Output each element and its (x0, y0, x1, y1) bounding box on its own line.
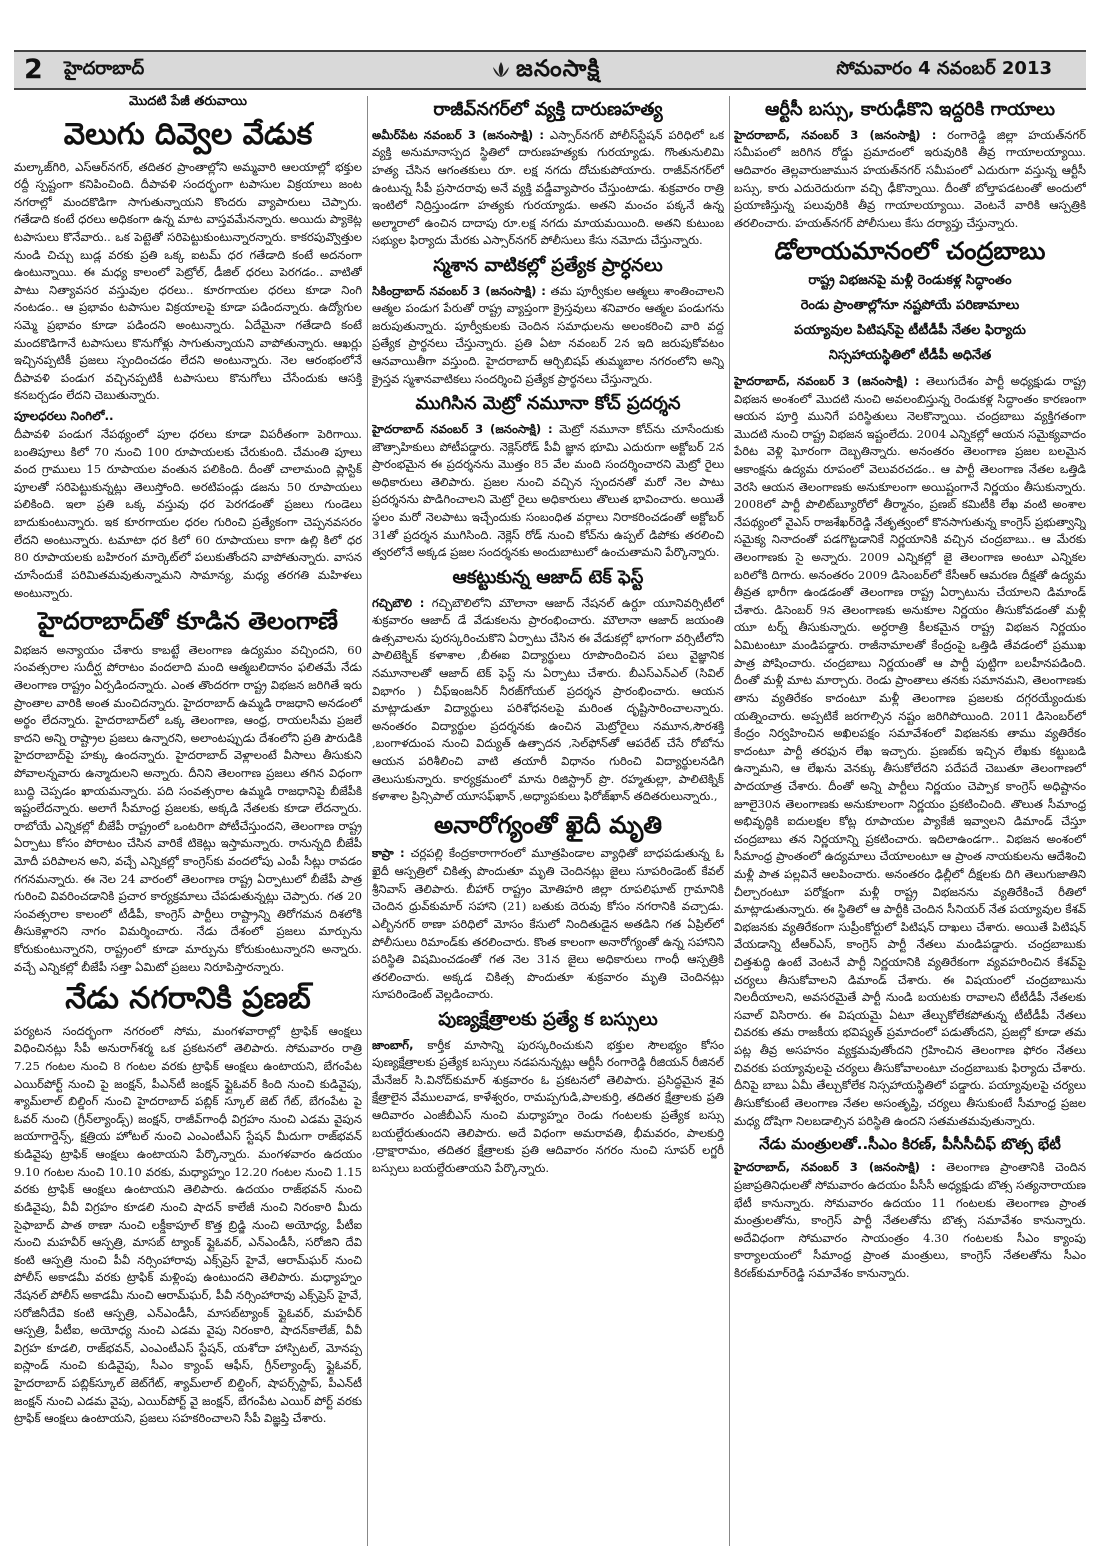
article-body (372, 421, 724, 562)
article-headline: నేడు నగరానికి ప్రణబ్‌ (65, 981, 311, 1017)
column-2 (372, 94, 724, 1554)
article-headline: హైదరాబాద్‌తో కూడిన తెలంగాణే (38, 607, 338, 636)
article-body (372, 283, 724, 389)
article-subheadline: నిస్సహాయస్థితిలో టీడీపీ అధినేత (828, 347, 992, 363)
column-divider (729, 96, 730, 1546)
article-text: తెలంగాణ ప్రాంతానికి చెందిన ప్రజాప్రతినిధులతో సోమవారం ఉదయం పీసీసీ అధ్యక్షుడు బొత్స సత్యనారాయణ భేటీ కానున్నారు. సోమవారం ఉదయం 11 గంటలకు తెలంగాణ ప్రాంత మంత్రులతోను, కాంగ్రెస్‌ పార్టీ నేతలతోను బొత్స సమావేశం కానున్నారు. అదేవిధంగా సోమవారం సాయంత్రం 4.30 గంటలకు సీఎం క్యాంపు కార్యాలయంలో సీమాంధ్ర ప్రాంత మంత్రులు, కాంగ్రెస్‌ నేతలతోను సీఎం కిరణ్‌కుమార్‌రెడ్డి సమావేశం కానున్నారు. (734, 1160, 1086, 1281)
article-text: తెలుగుదేశం పార్టీ అధ్యక్షుడు రాష్ట్ర విభజన అంశంలో మొదటి నుంచి అవలంబిస్తున్న రెండుకళ్ల సిద్ధాంతం కారణంగా ఆయన పూర్తి మునిగే పరిస్థితులు నెలకొన్నాయి. చంద్రబాబు వ్యక్తిగతంగా మొదటి నుంచి రాష్ట్ర విభజన ఇష్టంలేదు. 2004 ఎన్నికల్లో ఆయన సమైక్యవాదం పేరిట వెళ్లి ఘోరంగా దెబ్బతిన్నారు. అనంతరం తెలంగాణ ప్రజల బలమైన ఆకాంక్షను ఉద్యమ రూపంలో వెలువరచడం.. ఆ పార్టీ తెలంగాణ నేతల ఒత్తిడి వెరసి ఆయన తెలంగాణకు అనుకూలంగా అయిష్టంగానే నిర్ణయం తీసుకున్నారు. 2008లో పార్టీ పొలిట్‌బ్యూరోలో తీర్మానం, ప్రణబ్‌ కమిటీకి లేఖ వంటి అంశాల నేపథ్యంలో వైఎస్‌ రాజశేఖర్‌రెడ్డి నేతృత్వంలో కొనసాగుతున్న కాంగ్రెస్‌ ప్రభుత్వాన్ని సమైక్య నినాదంతో పడగొట్టడానికే నిర్ణయానికి వచ్చిన చంద్రబాబు.. ఆ మేరకు తెలంగాణకు సై అన్నారు. 2009 ఎన్నికల్లో జై తెలంగాణ అంటూ ఎన్నికల బరిలోకి దిగారు. అనంతరం 2009 డిసెంబర్‌లో కేసీఆర్‌ ఆమరణ దీక్షతో ఉద్యమ తీవ్రత భారీగా ఉండడంతో తెలంగాణ రాష్ట్ర ఏర్పాటును చేయాలని డిమాండ్‌ చేశారు. డిసెంబర్‌ 9న తెలంగాణకు అనుకూల నిర్ణయం తీసుకోవడంతో మళ్లీ యూ టర్న్‌ తీసుకున్నారు. అర్ధరాత్రి కీలకమైన రాష్ట్ర విభజన నిర్ణయం ఏమిటంటూ మండిపడ్డారు. రాజీనామాలతో కేంద్రంపై ఒత్తిడి తేవడంలో ప్రముఖ పాత్ర పోషించారు. చంద్రబాబు నిర్ణయంతో ఆ పార్టీ పుట్టిగా బలహీనపడింది. దీంతో మళ్లీ మాట మార్చారు. రెండు ప్రాంతాలు తనకు సమానమని, తెలంగాణకు తాను వ్యతిరేకం కాదంటూ మళ్లీ తెలంగాణ ప్రజలకు దగ్గరయ్యేందుకు యత్నించారు. అప్పటికే జరగాల్సిన నష్టం జరిగిపోయింది. 2011 డిసెంబర్‌లో కేంద్రం నిర్వహించిన అఖిలపక్షం సమావేశంలో విభజనకు తాము వ్యతిరేకం కాదంటూ పార్టీ తరఫున లేఖ ఇచ్చారు. ప్రణబ్‌కు ఇచ్చిన లేఖకు కట్టుబడి ఉన్నామని, ఆ లేఖను వెనక్కు తీసుకోలేదని పదేపదే చెబుతూ తెలంగాణలో పాదయాత్ర చేశారు. దీంతో అన్ని పార్టీలు నిర్ణయం చెప్పాక కాంగ్రెస్‌ అధిష్టానం జూలై30న తెలంగాణకు అనుకూలంగా నిర్ణయం ప్రకటించింది. తొలుత సీమాంధ్ర అభివృద్ధికి ఐదులక్షల కోట్ల రూపాయల ప్యాకేజీ ఇవ్వాలని డిమాండ్‌ చేస్తూ చంద్రబాబు తన నిర్ణయాన్ని ప్రకటించారు. ఇదిలాఉండగా.. విభజన అంశంలో సీమాంధ్ర ప్రాంతంలో ఉద్యమాలు చేయాలంటూ ఆ ప్రాంత నాయకులను ఆదేశించి మళ్లీ పాత పల్లవినే ఆలపించారు. అనంతరం ఢిల్లీలో దీక్షలకు దిగి తెలుగుజాతిని చీల్చారంటూ పరోక్షంగా మళ్లీ రాష్ట్ర విభజనను వ్యతిరేకించే రీతిలో మాట్లాడుతున్నారు. ఈ స్థితిలో ఆ పార్టీకి చెందిన సీనియర్‌ నేత పయ్యావుల కేశవ్‌ విభజనకు వ్యతిరేకంగా సుప్రీంకోర్టులో పిటిషన్‌ దాఖలు చేశారు. అయితే పిటిషన్‌ వేయడాన్ని టీఆర్‌ఎస్‌, కాంగ్రెస్‌ పార్టీ నేతలు మండిపడ్డారు. చంద్రబాబుకు చిత్తశుద్ధి ఉంటే వెంటనే పార్టీ నిర్ణయానికి వ్యతిరేకంగా వ్యవహరించిన కేశవ్‌పై చర్యలు తీసుకోవాలని డిమాండ్‌ చేశారు. ఈ విషయంలో చంద్రబాబును నిలదీయాలని, అవసరమైతే పార్టీ నుండి బయటకు రావాలని టీటీడీపీ నేతలకు సవాల్‌ విసిరారు. ఈ విషయమై ఏటూ తేల్చుకోలేకపోతున్న టీటీడీపీ నేతలు చివరకు తమ రాజకీయ భవిష్యత్‌ ప్రమాదంలో పడుతోందని, ప్రజల్లో కూడా తమ పట్ల తీవ్ర అసహనం వ్యక్తమవుతోందని గ్రహించిన తెలంగాణ ఫోరం నేతలు చివరకు పయ్యావులపై చర్యలు తీసుకోవాలంటూ చంద్రబాబుకు ఫిర్యాదు చేశారు. దీనిపై బాబు ఏమీ తేల్చుకోలేక నిస్సహాయస్థితిలో పడ్డారు. పయ్యావులపై చర్యలు తీసుకోకుంటే తెలంగాణ నేతల అసంతృప్తి, చర్యలు తీసుకుంటే సీమాంధ్ర ప్రజల మధ్య దోషిగా నిలబడాల్సిన పరిస్థితి ఉందని సతమతమవుతున్నారు. (734, 373, 1086, 1128)
article-body: మల్కాజ్‌గిరి, ఎస్‌ఆర్‌నగర్‌, తదితర ప్రాంతాల్లోని అమ్మవారి ఆలయాల్లో భక్తుల రద్దీ స్పష్టంగా కనిపించింది. దీపావళి సందర్భంగా టపాసుల విక్రయాలు జంట నగరాల్లో మందకొడిగా సాగుతున్నాయని కొందరు వ్యాపారులు చెప్పారు. గతేడాది కంటే ధరలు అధికంగా ఉన్న మాట వాస్తవమేనన్నారు. అయిదు ప్యాకెట్ల టపాసులు కొనేవారు.. ఒక పెట్టెతో సరిపెట్టుకుంటున్నారన్నారు. కాకరపువ్వొత్తుల నుండి చిచ్చు బుడ్ల వరకు ప్రతి ఒక్క ఐటమ్‌ ధర గతేడాది కంటే అదనంగా ఉంటున్నాయి. ఈ మధ్య కాలంలో పెట్రోల్‌, డీజిల్‌ ధరలు పెరగడం.. వాటితో పాటు నిత్యావసర వస్తువుల ధరలు.. కూరగాయల ధరలు కూడా నింగి నంటడం.. ఆ ప్రభావం టపాసుల విక్రయాలపై కూడా పడిందన్నారు. ఉద్యోగుల సమ్మె ప్రభావం కూడా పడిందని అంటున్నారు. ఏదేమైనా గతేడాది కంటే మందకొడిగానే టపాసులు కొనుగోళ్లు సాగుతున్నాయని వాపోతున్నారు. ఆఖర్లు ఇచ్చినప్పటికీ ప్రజలు స్పందించడం లేదని అంటున్నారు. నెల ఆరంభంలోనే దీపావళి పండుగ వచ్చినప్పటికీ టపాసులు కొనుగోలు చేసేందుకు ఆసక్తి కనబర్చడం లేదని చెబుతున్నారు. (14, 159, 362, 403)
article-text: తమ పూర్వీకుల ఆత్మలు శాంతించాలని ఆత్మల పండుగ పేరుతో రాష్ట్ర వ్యాప్తంగా క్రైస్తవులు శనివారం ఆత్మల పండుగను జరుపుతున్నారు. పూర్వీకులకు చెందిన సమాధులను అలంకరించి వారి వద్ద ప్రత్యేక ప్రార్థనలు చేస్తున్నారు. ప్రతి ఏటా నవంబర్‌ 2న ఇది జరుపుకోవటం ఆనవాయితీగా వస్తుంది. హైదరాబాద్‌ ఆర్చిబిషప్‌ తుమ్మబాల నగరంలోని అన్ని క్రైస్తవ స్మశానవాటికలు సందర్శించి ప్రత్యేక ప్రార్థనలు చేస్తున్నారు. (372, 283, 724, 386)
article-headline: అనారోగ్యంతో ఖైదీ మృతి (434, 810, 662, 839)
article-text: ఎస్సార్‌నగర్‌ పోలీస్‌స్టేషన్‌ పరిధిలో ఒక వ్యక్తి అనుమానాస్పద స్థితిలో దారుణహత్యకు గురయ్యాడు. గొంతునులిమి హత్య చేసిన ఆగంతకులు రూ. లక్ష నగదు దోచుకుపోయారు. రాజీవ్‌నగర్‌లో ఉంటున్న సీపీ ప్రసాదరావు అనే వ్యక్తి వడ్డీవ్యాపారం చేస్తుంటాడు. శుక్రవారం రాత్రి ఇంటిలో నిద్రిస్తుండగా హత్యకు గురయ్యాడు. అతని మంచం పక్కనే ఉన్న అల్మారాలో ఉంచిన దాదాపు రూ.లక్ష నగదు మాయమయింది. అతని కుటుంబ సభ్యుల ఫిర్యాదు మేరకు ఎస్సార్‌నగర్‌ పోలీసులు కేసు నమోదు చేస్తున్నారు. (372, 127, 724, 248)
article-headline: ఆకట్టుకున్న ఆజాద్‌ టెక్‌ ఫెస్ట్‌ (452, 566, 644, 588)
article-text: మెట్రో నమూనా కోచ్‌ను చూసేందుకు జౌత్సాహికులు పోటీపడ్డారు. నెక్లెస్‌రోడ్‌ పీవీ జ్ఞాన భూమి ఎదురుగా అక్టోబర్‌ 2న ప్రారంభమైన ఈ ప్రదర్శనను మొత్తం 85 వేల మంది సందర్శించారని మెట్రో రైలు అధికారులు తెలిపారు. ప్రజల నుంచి వచ్చిన స్పందనతో మరో నెల పాటు ప్రదర్శనను పొడిగించాలని మెట్రో రైలు అధికారులు తొలుత భావించారు. అయితే స్థలం మరో నెలపాటు ఇచ్చేందుకు సంబంధిత వర్గాలు నిరాకరించడంతో అక్టోబర్‌ 31తో ప్రదర్శన ముగిసింది. నెక్లెస్‌ రోడ్‌ నుంచి కోచ్‌ను ఉప్పల్‌ డిపోకు తరలించి త్వరలోనే అక్కడ ప్రజల సందర్శనకు అందుబాటులో ఉంచుతామని పేర్కొన్నారు. (372, 421, 724, 560)
article-body (372, 1037, 724, 1178)
article-headline: స్మశాన వాటికల్లో ప్రత్యేక ప్రార్ధనలు (433, 254, 663, 276)
article-text: చర్లపల్లి కేంద్రకారాగారంలో మూత్రపిండాల వ్యాధితో బాధపడుతున్న ఓ ఖైదీ ఆస్పత్రిలో చికిత్స పొందుతూ మృతి చెందినట్లు జైలు సూపరిండెంట్‌ కేవల్‌ శ్రీనివాస్‌ తెలిపారు. బీహార్‌ రాష్ట్రం మోతిహరి జిల్లా రూపలిఘాట్‌ గ్రామానికి చెందిన ధ్రువ్‌కుమార్‌ సహాని (21) బతుకు దెరువు కోసం నగరానికి వచ్చాడు. ఎల్బీనగర్‌ ఠాణా పరిధిలో మోసం కేసులో నిందితుడైన అతడిని గత ఏప్రిల్‌లో పోలీసులు రిమాండ్‌కు తరలించారు. కొంత కాలంగా అనారోగ్యంతో ఉన్న సహానిని పరిస్థితి విషమించడంతో గత నెల 31న జైలు అధికారులు గాంధీ ఆస్పత్రికి తరలించారు. అక్కడ చికిత్స పొందుతూ శుక్రవారం మృతి చెందినట్లు సూపరిండెంట్‌ వెల్లడించారు. (372, 846, 724, 1002)
page-number: 2 (24, 54, 43, 85)
article-body: దీపావళి పండుగ నేపథ్యంలో పూల ధరలు కూడా విపరీతంగా పెరిగాయి. బంతిపూలు కిలో 70 నుంచి 100 రూపాయలకు చేరుకుంది. చేమంతి పూలు వంద గ్రాములు 15 రూపాయల వంతున పలికింది. దీంతో చాలామంది ప్లాస్టిక్‌ పూలతో సరిపెట్టుకున్నట్లు తెలుస్తోంది. అరటిపండ్లు డజను 50 రూపాయలు పలికింది. ఇలా ప్రతి ఒక్క వస్తువు ధర పెరగడంతో ప్రజలు గుండెలు బాదుకుంటున్నారు. ఇక కూరగాయల ధరల గురించి ప్రత్యేకంగా చెప్పనవసరం లేదని అంటున్నారు. టమాటా ధర కిలో 60 రూపాయలు కాగా ఉల్లి కిలో ధర 80 రూపాయలకు బహిరంగ మార్కెట్‌లో పలుకుతోందని వాపోతున్నారు. వాసన చూసేందుకే పరిమితమవుతున్నామని సామాన్య, మధ్య తరగతి మహిళలు అంటున్నారు. (14, 427, 362, 600)
city-label: హైదరాబాద్ (64, 58, 145, 79)
article-headline: వెలుగు దివ్వెల వేడుక (63, 117, 313, 152)
dateline: కాప్రా : (372, 846, 405, 861)
column-3 (734, 94, 1086, 1554)
masthead (14, 50, 1086, 90)
article-body (734, 373, 1086, 1130)
dateline: హైదరాబాద్‌, నవంబర్‌ 3 (జనంసాక్షి) : (734, 127, 937, 142)
article-body: పర్యటన సందర్భంగా నగరంలో సోమ, మంగళవారాల్లో ట్రాఫిక్‌ ఆంక్షలు విధించినట్లు సీపీ అనురాగ్‌శర్మ ఒక ప్రకటనలో తెలిపారు. సోమవారం రాత్రి 7.25 గంటల నుంచి 8 గంటల వరకు ట్రాఫిక్‌ ఆంక్షలు ఉంటాయని, బేగంపేట ఎయిర్‌పోర్ట్‌ నుంచి పై జంక్షన్‌, పీఎన్‌టీ జంక్షన్‌ ఫ్లైఓవర్‌ కింది నుంచి కుడివైపు, శ్యామ్‌లాల్‌ బిల్డింగ్‌ నుంచి హైదరాబాద్‌ పబ్లిక్‌ స్కూల్‌ జెట్‌ గేట్‌, బేగంపేట పై ఓవర్‌ నుంచి (గ్రీన్‌ల్యాండ్స్‌) జంక్షన్‌, రాజీవ్‌గాంధీ విగ్రహం నుంచి ఎడమ వైపున జయాగార్డెన్స్‌, క్షత్రియ హోటల్‌ నుంచి ఎంఎంటీఎస్‌ స్టేషన్‌ మీదుగా రాజ్‌భవన్‌ కుడివైపు ట్రాఫిక్‌ ఆంక్షలు ఉంటాయని పేర్కొన్నారు. మంగళవారం ఉదయం 9.10 గంటల నుంచి 10.10 వరకు, మధ్యాహ్నం 12.20 గంటల నుంచి 1.15 వరకు ట్రాఫిక్‌ ఆంక్షలు ఉంటాయని తెలిపారు. ఉదయం రాజ్‌భవన్‌ నుంచి కుడివైపు, వీవీ విగ్రహం కూడలి నుంచి షాదన్‌ కాలేజీ నుంచి నిరంకారి మీదు సైఫాబాద్‌ పాత ఠాణా నుంచి లక్డీకాపూల్‌ కొత్త బ్రిడ్జి నుంచి అయోధ్య, పీటీఐ నుంచి మహవీర్‌ ఆస్పత్రి, మాసబ్‌ ట్యాంక్‌ ఫ్లైఓవర్‌, ఎన్‌ఎండీసీ, సరోజిని దేవి కంటి ఆస్పత్రి నుంచి పీవీ నర్సింహారావు ఎక్స్‌ప్రెస్‌ హైవే, ఆరామ్‌ఘర్‌ నుంచి పోలీస్‌ అకాడమీ వరకు ట్రాఫిక్‌ మళ్లింపు ఉంటుందని తెలిపారు. మధ్యాహ్నం నేషనల్‌ పోలీస్‌ అకాడమీ నుంచి ఆరామ్‌ఘర్‌, పీవీ నర్సింహారావు ఎక్స్‌ప్రెస్‌ హైవే, సరోజినీదేవి కంటి ఆస్పత్రి, ఎన్‌ఎండీసీ, మాసబ్‌ట్యాంక్‌ ఫ్లైఓవర్‌, మహవీర్‌ ఆస్పత్రి, పీటీఐ, అయోధ్య నుంచి ఎడమ వైపు నిరంకారి, షాదన్‌కాలేజ్‌, వీవీ విగ్రహ కూడలి, రాజ్‌భవన్‌, ఎంఎంటీఎస్‌ స్టేషన్‌, యశోదా హాస్పిటల్‌, మోనప్ప ఐస్లాండ్‌ నుంచి కుడివైపు, సీఎం క్యాంప్‌ ఆఫీస్‌, గ్రీన్‌ల్యాండ్స్‌ ఫ్లైఓవర్‌, హైదరాబాద్‌ పబ్లిక్‌స్కూల్‌ జెట్‌గేట్‌, శ్యామ్‌లాల్‌ బిల్డింగ్‌, షాపర్స్‌స్టాప్‌, పీఎన్‌టీ జంక్షన్‌ నుంచి ఎడమ వైపు, ఎయిర్‌పోర్ట్‌ వై జంక్షన్‌, బేగంపేట ఎయిర్‌ పోర్ట్‌ వరకు ట్రాఫిక్‌ ఆంక్షలు ఉంటాయని, ప్రజలు సహకరించాలని సీపీ విజ్ఞప్తి చేశారు. (14, 1023, 362, 1426)
article-text: కార్తీక మాసాన్ని పురస్కరించుకుని భక్తుల సౌలభ్యం కోసం పుణ్యక్షేత్రాలకు ప్రత్యేక బస్సులు నడపనున్నట్లు ఆర్టీసీ రంగారెడ్డి రీజియన్‌ రీజినల్‌ మేనేజర్‌ సి.వినోద్‌కుమార్‌ శుక్రవారం ఓ ప్రకటనలో తెలిపారు. ప్రసిద్ధమైన శైవ క్షేత్రాలైన వేములవాడ, కాళేశ్వరం, రామప్పగుడి,పాలకుర్తి, తదితర క్షేత్రాలకు ప్రతి ఆదివారం ఎంజీబీఎస్‌ నుంచి మధ్యాహ్నం రెండు గంటలకు ప్రత్యేక బస్సు బయల్దేరుతుందని తెలిపారు. అదే విధంగా అమరావతి, భీమవరం, పాలకుర్తి ,ద్రాక్షారామం, తదితర క్షేత్రాలకు ప్రతి ఆదివారం నగరం నుంచి సూపర్‌ లగ్జరీ బస్సులు బయల్దేరుతాయని పేర్కొన్నారు. (372, 1037, 724, 1175)
article-headline: రాజీవ్‌నగర్‌లో వ్యక్తి దారుణహత్య (433, 99, 663, 120)
dateline: గచ్చిబౌలి : (372, 595, 425, 610)
article-body (734, 127, 1086, 233)
article-body: విభజన అన్యాయం చేశారు కాబట్టే తెలంగాణ ఉద్యమం వచ్చిందని, 60 సంవత్సరాల సుదీర్ఘ పోరాటం వందలాది మంది ఆత్మబలిదానం ఫలితమే నేడు తెలంగాణ రాష్ట్రం ఏర్పడిందన్నారు. ఎంత తొందరగా రాష్ట్ర విభజన జరిగితే ఇరు ప్రాంతాల వారికి అంత మంచిదన్నారు. హైదరాబాద్‌ ఉమ్మడి రాజధాని అనడంలో అర్థం లేదన్నారు. హైదరాబాద్‌లో ఒక్క తెలంగాణ, ఆంధ్ర, రాయలసీమ ప్రజలే కాదని అన్ని రాష్ట్రాల ప్రజలు ఉన్నారని, అలాంటప్పుడు దేశంలోని ప్రతి పౌరుడికి హైదరాబాద్‌పై హక్కు ఉందన్నారు. హైదరాబాద్‌ వెళ్లాలంటే వీసాలు తీసుకుని పోవాలన్నవారు ఉన్మాదులని అన్నారు. దీనిని తెలంగాణ ప్రజలు తగిన విధంగా బుద్ధి చెప్పడం ఖాయమన్నారు. పది సంవత్సరాల ఉమ్మడి రాజధానిపై బీజేపీకి ఇష్టంలేదన్నారు. అలాగే సీమాంధ్ర ప్రజలకు, అక్కడి నేతలకు కూడా లేదన్నారు. రాబోయే ఎన్నికల్లో బీజేపీ రాష్ట్రంలో ఒంటరిగా పోటీచేస్తుందని, తెలంగాణ రాష్ట్ర ఏర్పాటు కోసం పోరాటం చేసిన వారికే టికెట్లు ఇస్తామన్నారు. రానున్నది బీజేపీ మోదీ పరిపాలన అని, వచ్చే ఎన్నికల్లో కాంగ్రెస్‌కు వందలోపు ఎంపీ సీట్లు రావడం గగనమన్నారు. ఈ నెల 24 వారంలో తెలంగాణ రాష్ట్ర ఏర్పాటులో బీజేపీ పాత్ర గురించి వివరించడానికి ప్రచార కార్యక్రమాలు చేపడుతున్నట్లు చెప్పారు. గత 20 సంవత్సరాల కాలంలో టీడీపీ, కాంగ్రెస్‌ పార్టీలు రాష్ట్రాన్ని తిరోగమన దిశలోకి తీసుకెళ్లారని నాగం విమర్శించారు. నేడు దేశంలో ప్రజలు మార్పును కోరుకుంటున్నారని, రాష్ట్రంలో కూడా మార్పును కోరుకుంటున్నారని అన్నారు. వచ్చే ఎన్నికల్లో బీజేపీ సత్తా ఏమిటో ప్రజలు నిరూపిస్తారన్నారు. (14, 642, 362, 974)
dateline: సికింద్రాబాద్‌ నవంబర్‌ 3 (జనంసాక్షి) : (372, 283, 546, 298)
dateline: హైదరాబాద్‌, నవంబర్‌ 3 (జనంసాక్షి) : (734, 373, 920, 388)
article-text: రంగారెడ్డి జిల్లా హయత్‌నగర్‌ సమీపంలో జరిగిన రోడ్డు ప్రమాదంలో ఇరువురికి తీవ్ర గాయాలయ్యాయి. ఆదివారం తెల్లవారుజామున హయత్‌నగర్‌ సమీపంలో ఎదురుగా వస్తున్న ఆర్టీసీ బస్సు, కారు ఎదురెదురుగా వచ్చి ఢీకొన్నాయి. దీంతో బోల్తాపడటంతో అందులో ప్రయాణిస్తున్న పలువురికి తీవ్ర గాయాలయ్యాయి. వెంటనే వారికి ఆస్పత్రికి తరలించారు. హయత్‌నగర్‌ పోలీసులు కేసు దర్యాప్తు చేస్తున్నారు. (734, 127, 1086, 230)
dateline: హైదరాబాద్‌, నవంబర్‌ 3 (జనంసాక్షి) : (734, 1160, 936, 1175)
dateline: హైదరాబాద్‌ నవంబర్‌ 3 (జనంసాక్షి) : (372, 421, 553, 436)
article-headline: నేడు మంత్రులతో..సీఎం కిరణ్‌, పీసీసీచీఫ్‌ బొత్స భేటీ (759, 1135, 1061, 1154)
article-subhead: పూలధరలు నింగిలో.. (14, 409, 114, 424)
article-subheadline: పయ్యావుల పిటిషన్‌పై టీటీడీపీ నేతల ఫిర్యాదు (794, 322, 1026, 338)
article-subheadline: రాష్ట్ర విభజనపై మళ్లీ రెండుకళ్ల సిద్ధాంతం (808, 272, 1012, 288)
article-body (372, 127, 724, 250)
column-1 (14, 94, 362, 1554)
article-headline: డోలాయమానంలో చంద్రబాబు (774, 237, 1046, 266)
paper-name: జనంసాక్షి (516, 56, 601, 82)
dateline: జాంబాగ్‌, (372, 1037, 414, 1052)
article-body (734, 1159, 1086, 1282)
article-subheadline: రెండు ప్రాంతాల్లోనూ నష్టపోయే పరిణామాలు (800, 297, 1020, 313)
article-headline: ముగిసిన మెట్రో నమూనా కోచ్‌ ప్రదర్శన (415, 393, 681, 415)
lotus-icon (490, 60, 512, 80)
article-text: గచ్చిబౌలిలోని మౌలానా ఆజాద్‌ నేషనల్‌ ఉర్దూ యూనివర్సిటీలో శుక్రవారం ఆజాద్‌ డే వేడుకలను ప్రారంభించారు. మౌలానా ఆజాద్‌ జయంతి ఉత్సవాలను పురస్కరించుకొని ఏర్పాటు చేసిన ఈ వేడుకల్లో భాగంగా వర్సిటీలోని పాలిటెక్నిక్‌ కళాశాల ,బీఈఐ విద్యార్థులు రూపొందించిన పలు వైజ్ఞానిక నమూనాలతో ఆజాద్‌ టెక్‌ ఫెస్ట్‌ ను ఏర్పాటు చేశారు. బీఎస్‌ఎన్‌ఎల్‌ (సివిల్‌ విభాగం ) చీఫ్‌ఇంజనీర్‌ నీరజ్‌గోయల్‌ ప్రదర్శన ప్రారంభించారు. ఆయన మాట్లాడుతూ విద్యార్థులు పరిశోధనలపై మరింత దృష్టిసారించాలన్నారు. అనంతరం విద్యార్థుల ప్రదర్శనకు ఉంచిన మెట్రోరైలు నమూన,సౌరశక్తి ,బంగాళదుంప నుంచి విద్యుత్‌ ఉత్పాదన ,సెల్‌ఫోన్‌తో ఆపరేట్‌ చేసే రోబోను ఆయన పరిశీలించి వాటి తయారీ విధానం గురించి విద్యార్థులనడిగి తెలుసుకున్నారు. కార్యక్రమంలో మాను రిజిస్ట్రార్‌ ప్రొ. రహ్మతుల్లా, పాలిటెక్నిక్‌ కళాశాల ప్రిన్సిపాల్‌ యూసఫ్‌ఖాన్‌ ,అధ్యాపకులు ఫిరోజ్‌ఖాన్‌ తదితరులున్నారు., (372, 595, 724, 804)
article-body (372, 845, 724, 1003)
column-divider (367, 96, 368, 1546)
issue-date: సోమవారం 4 నవంబర్ 2013 (836, 58, 1052, 79)
article-headline: ఆర్టీసీ బస్సు, కారుఢీకొని ఇద్దరికి గాయాలు (764, 99, 1056, 120)
continued-kicker: మొదటి పేజీ తరువాయి (129, 94, 247, 109)
newspaper-logo (490, 56, 600, 88)
article-headline: పుణ్యక్షేత్రాలకు ప్రత్యే క బస్సులు (438, 1008, 658, 1030)
dateline: అమీర్‌పేట నవంబర్‌ 3 (జనంసాక్షి) : (372, 127, 545, 142)
article-body (372, 595, 724, 806)
